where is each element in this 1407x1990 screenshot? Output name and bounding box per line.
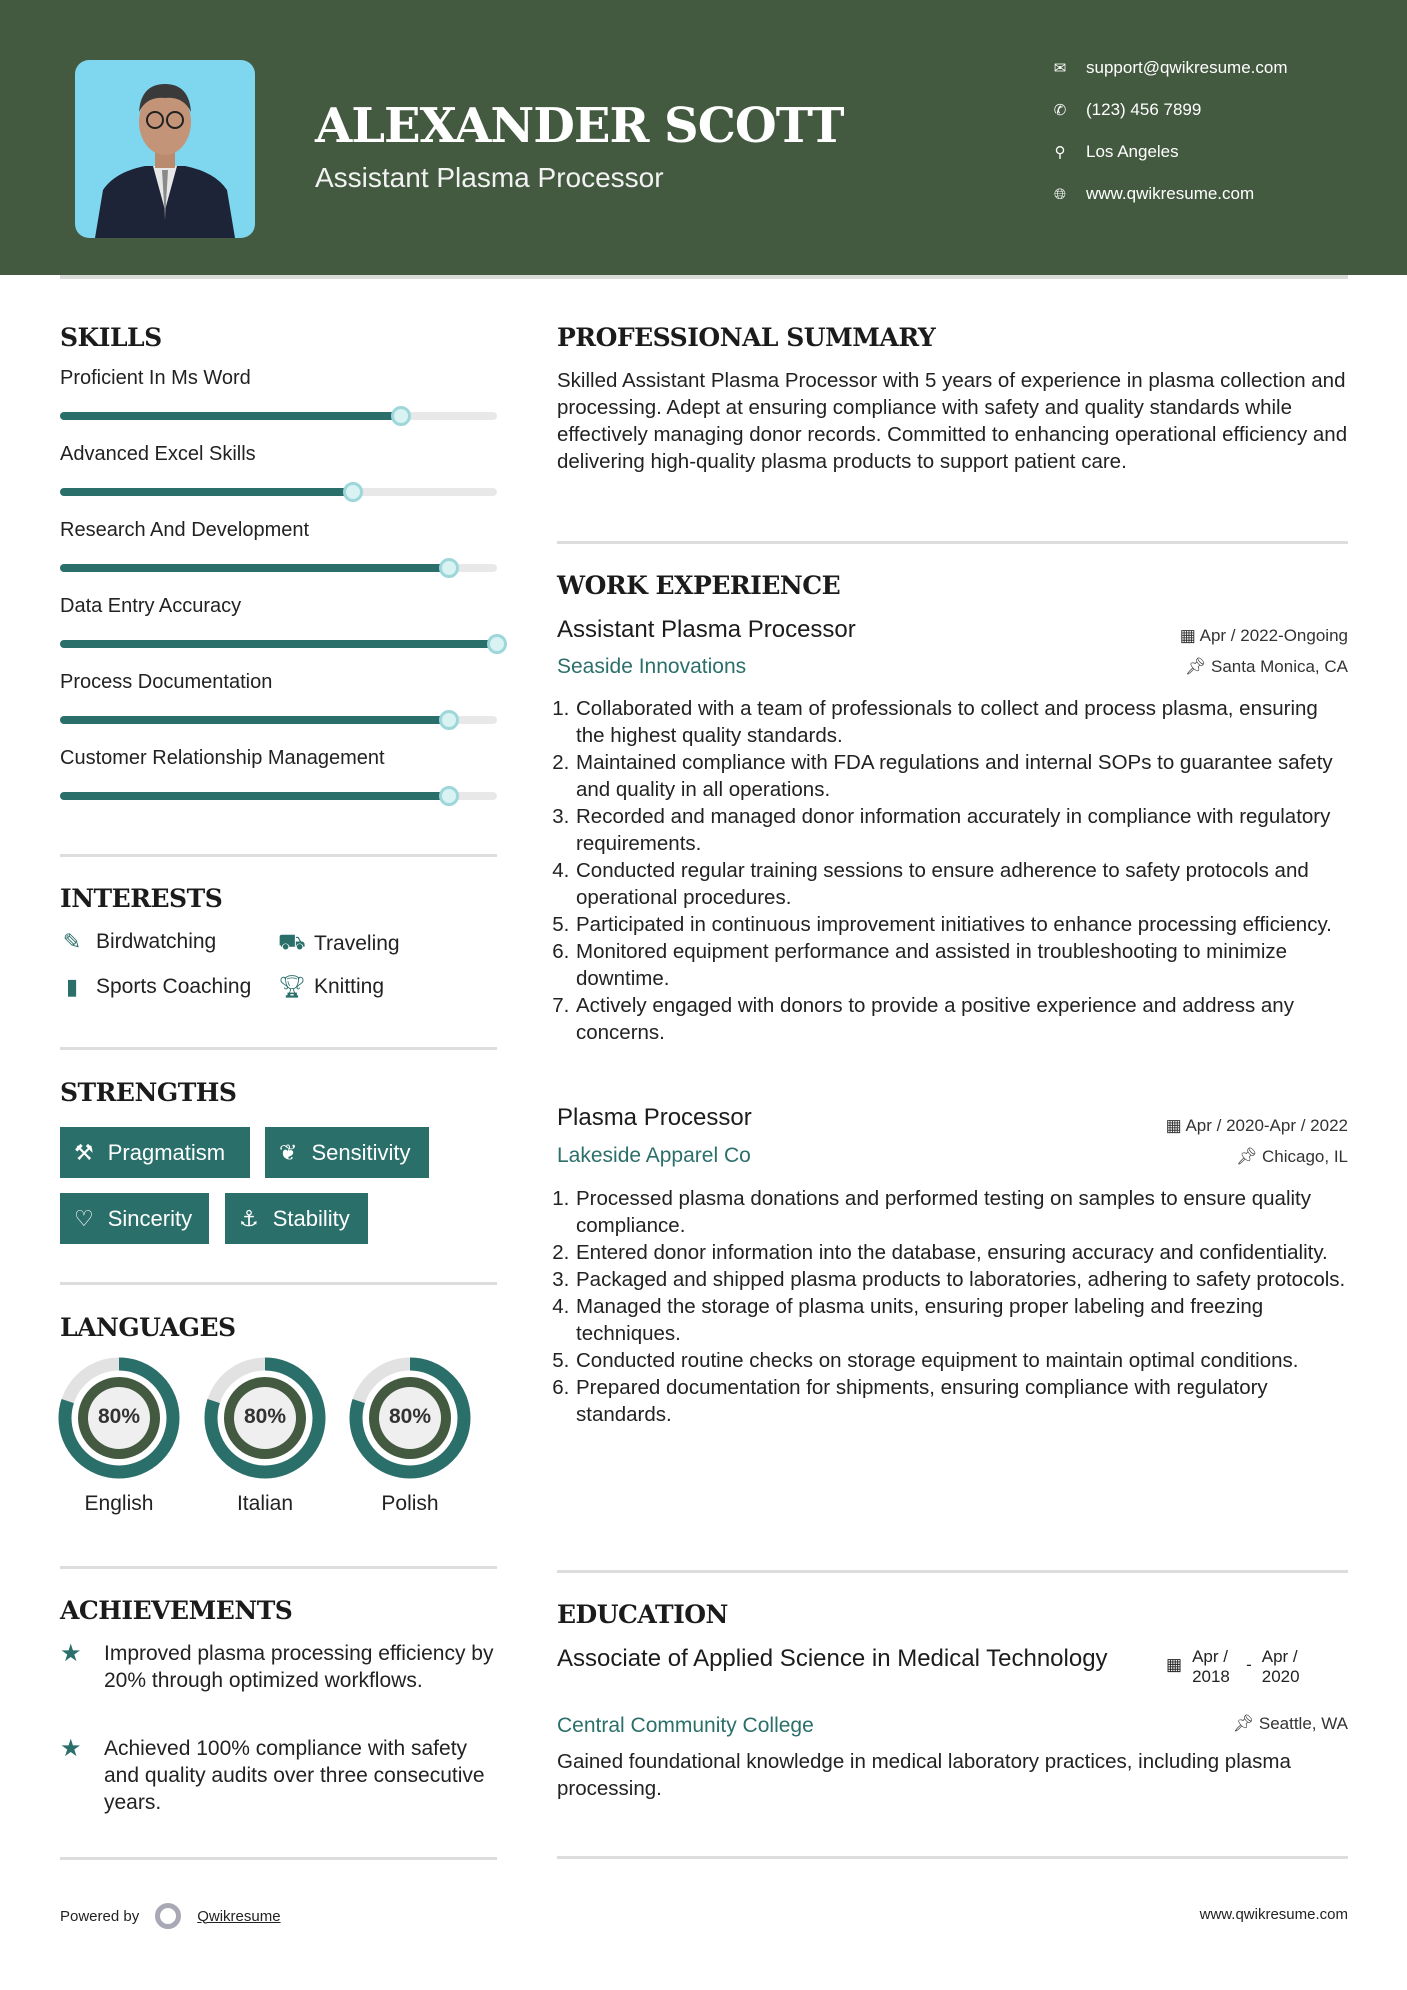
phone-text: (123) 456 7899 [1086, 100, 1202, 119]
skill-bar-knob [439, 710, 459, 730]
job-company: Lakeside Apparel Co [557, 1144, 751, 1167]
interest-item [60, 929, 216, 955]
map-pin-icon: ⚲ [1054, 144, 1066, 161]
duty-item: 1. Collaborated with a team of professionals to collect and process plasma, ensuring the highest quality standards. [575, 695, 1348, 749]
skill-label: Research And Development [60, 519, 310, 541]
skill-label: Advanced Excel Skills [60, 443, 256, 465]
divider [60, 1857, 497, 1860]
heart-icon: ♡ [74, 1205, 94, 1231]
summary-text: Skilled Assistant Plasma Processor with 5 years of experience in plasma collection and processing. Adept at ensuring compliance with safety and quality standards while effectively managing donor records. Committed to enhancing operational efficiency and delivering high-quality plasma products to support patient care. [557, 369, 1348, 473]
end-date: Apr / 2020 [1261, 1647, 1300, 1686]
education-description: Gained foundational knowledge in medical laboratory practices, including plasma processing. [557, 1750, 1291, 1800]
strength-tag [60, 1193, 209, 1244]
skill-bar-knob [439, 786, 459, 806]
achievement-text: Improved plasma processing efficiency by 20% through optimized workflows. [104, 1642, 494, 1692]
qwikresume-logo-icon [155, 1903, 181, 1929]
header-divider [60, 275, 1348, 279]
skill-label: Data Entry Accuracy [60, 595, 242, 617]
languages-heading: LANGUAGES [60, 1313, 236, 1342]
duty-item: 2. Maintained compliance with FDA regulations and internal SOPs to guarantee safety and quality in all operations. [575, 749, 1348, 803]
divider [557, 1856, 1348, 1859]
pushpin-icon: 📌︎ [1232, 1714, 1259, 1733]
envelope-icon: ✉ [1053, 60, 1067, 77]
interest-item [60, 974, 251, 1000]
job-title: Plasma Processor [557, 1104, 752, 1131]
job-location [1236, 1147, 1348, 1167]
achievements-heading: ACHIEVEMENTS [60, 1596, 293, 1625]
skills-heading: SKILLS [60, 323, 162, 352]
location-text: Santa Monica, CA [1210, 657, 1348, 676]
date-separator: - [1246, 1655, 1252, 1674]
globe-icon: 🌐︎ [1053, 185, 1066, 203]
language-percent: 80% [243, 1405, 287, 1428]
strength-label: Pragmatism [107, 1139, 226, 1165]
summary-heading: PROFESSIONAL SUMMARY [557, 323, 936, 352]
duty-item: 6. Monitored equipment performance and assisted in troubleshooting to minimize downtime. [575, 938, 1348, 992]
duty-item: 5. Conducted routine checks on storage equipment to maintain optimal conditions. [575, 1347, 1348, 1374]
skill-bar-knob [343, 482, 363, 502]
skill-bar [60, 488, 497, 496]
duty-item: 3. Packaged and shipped plasma products to laboratories, adhering to safety protocols. [575, 1266, 1348, 1293]
job-dates [1180, 626, 1348, 646]
language-label: Polish [381, 1492, 439, 1515]
dates-text: Apr / 2020-Apr / 2022 [1185, 1116, 1348, 1135]
school-name: Central Community College [557, 1714, 814, 1737]
footer-website[interactable]: www.qwikresume.com [1199, 1906, 1348, 1923]
contact-email[interactable] [1052, 58, 1288, 78]
duty-item: 7. Actively engaged with donors to provide a positive experience and address any concerns. [575, 992, 1348, 1046]
skill-bar-fill [60, 412, 401, 420]
job-company: Seaside Innovations [557, 655, 747, 678]
interest-item [278, 929, 400, 958]
email-text: support@qwikresume.com [1086, 58, 1288, 77]
skill-bar [60, 412, 497, 420]
skill-bar [60, 564, 497, 572]
skill-bar-fill [60, 716, 449, 724]
interests-heading: INTERESTS [60, 884, 223, 913]
degree-title: Associate of Applied Science in Medical Technology [557, 1645, 1108, 1672]
achievement-item [60, 1735, 500, 1816]
strengths-heading: STRENGTHS [60, 1078, 237, 1107]
interest-label: Birdwatching [96, 930, 217, 953]
language-label: English [84, 1492, 154, 1515]
job-location [1185, 657, 1348, 677]
pushpin-icon: 📌︎ [1235, 1147, 1262, 1166]
language-label: Italian [236, 1492, 294, 1515]
calendar-icon: ▦ [1165, 1116, 1186, 1135]
skill-bar [60, 792, 497, 800]
strength-tag [225, 1193, 368, 1244]
leaf-icon: ❦ [279, 1139, 298, 1165]
candidate-name: ALEXANDER SCOTT [315, 98, 844, 154]
language-percent: 80% [97, 1405, 141, 1428]
calendar-icon: ▦ [1166, 1655, 1183, 1674]
job-duties [557, 695, 1348, 1046]
skill-label: Proficient In Ms Word [60, 367, 251, 389]
language-donut [58, 1357, 180, 1479]
phone-icon: ✆ [1053, 102, 1067, 119]
contact-website[interactable] [1052, 184, 1254, 204]
gavel-icon: ⚒ [74, 1139, 94, 1165]
divider [557, 541, 1348, 544]
job-dates [1166, 1116, 1348, 1136]
strength-label: Sincerity [107, 1205, 193, 1231]
location-text: Los Angeles [1086, 142, 1179, 161]
interest-item [278, 974, 384, 1000]
candidate-title: Assistant Plasma Processor [315, 162, 664, 193]
strength-tag [60, 1127, 250, 1178]
divider [60, 1047, 497, 1050]
interest-label: Knitting [314, 975, 385, 998]
experience-heading: WORK EXPERIENCE [557, 571, 841, 600]
location-text: Seattle, WA [1258, 1714, 1348, 1733]
anchor-icon: ⚓︎ [239, 1205, 259, 1231]
duty-item: 5. Participated in continuous improvement initiatives to enhance processing efficiency. [575, 911, 1348, 938]
skill-bar-fill [60, 792, 449, 800]
strength-label: Sensitivity [311, 1139, 411, 1165]
location-text: Chicago, IL [1262, 1147, 1348, 1166]
skill-label: Process Documentation [60, 671, 273, 693]
duty-item: 1. Processed plasma donations and performed testing on samples to ensure quality compliance. [575, 1185, 1348, 1239]
skill-bar-fill [60, 488, 353, 496]
achievement-text: Achieved 100% compliance with safety and quality audits over three consecutive years. [104, 1737, 485, 1814]
skill-bar-knob [487, 634, 507, 654]
strength-label: Stability [272, 1205, 350, 1231]
job-title: Assistant Plasma Processor [557, 616, 856, 643]
website-text: www.qwikresume.com [1086, 184, 1255, 203]
language-percent: 80% [388, 1405, 432, 1428]
trophy-icon: 🏆︎ [278, 974, 306, 999]
strength-tag [265, 1127, 429, 1178]
duty-item: 4. Managed the storage of plasma units, ensuring proper labeling and freezing techniques. [575, 1293, 1348, 1347]
pushpin-icon: 📌︎ [1184, 657, 1211, 676]
interest-label: Traveling [314, 931, 400, 955]
contact-phone[interactable] [1052, 100, 1201, 120]
edit-icon: ✎ [62, 929, 82, 954]
binoculars-icon: ⛟ [278, 929, 306, 954]
divider [60, 854, 497, 857]
education-dates [1166, 1647, 1306, 1687]
skill-bar-fill [60, 564, 449, 572]
skill-bar-knob [391, 406, 411, 426]
skill-bar [60, 640, 497, 648]
education-location [1233, 1714, 1348, 1734]
skill-bar [60, 716, 497, 724]
divider [557, 1570, 1348, 1573]
language-donut [204, 1357, 326, 1479]
duty-item: 2. Entered donor information into the database, ensuring accuracy and confidentiality. [575, 1239, 1348, 1266]
job-duties [557, 1185, 1348, 1428]
skill-label: Customer Relationship Management [60, 747, 385, 769]
footer-brand [60, 1903, 281, 1929]
skill-bar-fill [60, 640, 497, 648]
duty-item: 4. Conducted regular training sessions to ensure adherence to safety protocols and operational procedures. [575, 857, 1348, 911]
duty-item: 6. Prepared documentation for shipments, ensuring compliance with regulatory standards. [575, 1374, 1348, 1428]
skill-bar-knob [439, 558, 459, 578]
interest-label: Sports Coaching [96, 975, 252, 998]
briefcase-icon: ▮ [65, 974, 79, 999]
profile-photo [75, 60, 255, 238]
contact-location [1052, 142, 1179, 162]
dates-text: Apr / 2022-Ongoing [1199, 626, 1348, 645]
achievement-item [60, 1640, 500, 1694]
calendar-icon: ▦ [1179, 626, 1200, 645]
star-icon: ★ [60, 1735, 82, 1762]
star-icon: ★ [60, 1640, 82, 1667]
duty-item: 3. Recorded and managed donor information accurately in compliance with regulatory requirements. [575, 803, 1348, 857]
divider [60, 1282, 497, 1285]
powered-by-text: Powered by [60, 1907, 140, 1925]
start-date: Apr / 2018 [1192, 1647, 1230, 1686]
qwikresume-link[interactable]: Qwikresume [197, 1907, 281, 1925]
education-heading: EDUCATION [557, 1600, 728, 1629]
divider [60, 1566, 497, 1569]
language-donut [349, 1357, 471, 1479]
